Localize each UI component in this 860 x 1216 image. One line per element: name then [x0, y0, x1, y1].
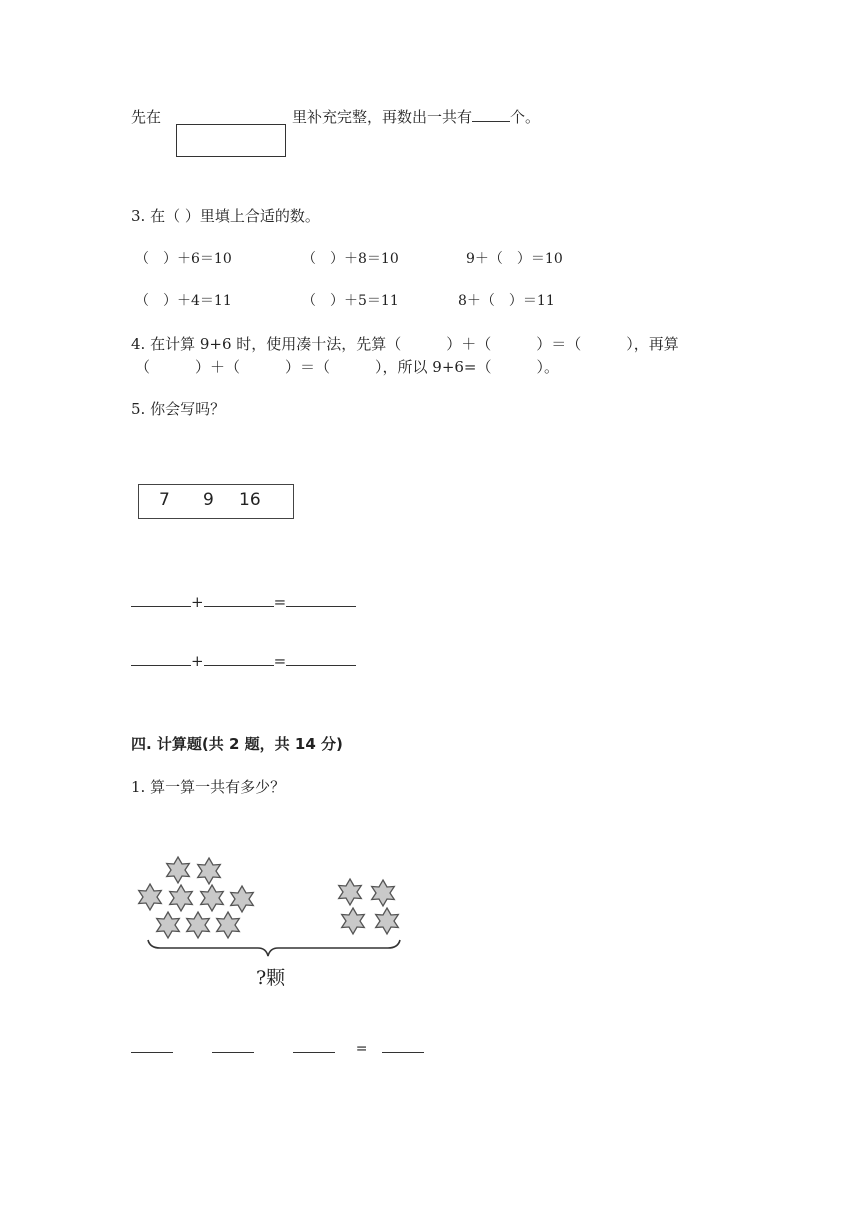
- blank-sum[interactable]: [286, 651, 356, 666]
- blank-count[interactable]: [472, 107, 510, 122]
- blank-addend-2[interactable]: [204, 592, 274, 607]
- blank-1[interactable]: [131, 1038, 173, 1053]
- blank-addend-2[interactable]: [204, 651, 274, 666]
- plus-sign: +: [191, 593, 204, 611]
- blank-2[interactable]: [212, 1038, 254, 1053]
- number-9: 9: [203, 490, 214, 510]
- intro-line: [131, 106, 161, 127]
- star-icon: [342, 908, 365, 934]
- star-icon: [170, 885, 193, 911]
- blank-addend-1[interactable]: [131, 592, 191, 607]
- equals-sign: =: [273, 652, 287, 670]
- q3-eq-6: 8＋（ ）＝11: [458, 293, 555, 309]
- star-icon: [201, 885, 224, 911]
- star-icon: [139, 884, 162, 910]
- star-icon: [167, 857, 190, 883]
- star-icon: [231, 886, 254, 912]
- blank-addend-1[interactable]: [131, 651, 191, 666]
- q5-fill-row-1: [131, 592, 356, 611]
- blank-3[interactable]: [293, 1038, 335, 1053]
- number-box: [138, 484, 294, 519]
- intro-suffix: 里补充完整，再数出一共有: [292, 108, 473, 126]
- q4-line-2: （ ）＋（ ）＝（ ），所以 9+6=（ ）。: [135, 358, 559, 376]
- blank-sum[interactable]: [286, 592, 356, 607]
- plus-sign: +: [191, 652, 204, 670]
- q3-eq-2: （ ）＋8＝10: [302, 251, 399, 267]
- section4-q1: 1. 算一算一共有多少？: [131, 778, 286, 796]
- brace-label: ?颗: [256, 967, 286, 989]
- q3-eq-5: （ ）＋5＝11: [302, 293, 399, 309]
- star-icon: [372, 880, 395, 906]
- q3-eq-1: （ ）＋6＝10: [135, 251, 232, 267]
- star-icon: [198, 858, 221, 884]
- number-16: 16: [239, 490, 261, 510]
- final-answer-row: [131, 1038, 424, 1057]
- q3-title: 3. 在（ ）里填上合适的数。: [131, 207, 320, 225]
- number-7: 7: [159, 490, 170, 510]
- q3-eq-3: 9＋（ ）＝10: [466, 251, 563, 267]
- q5-title: 5. 你会写吗？: [131, 400, 226, 418]
- star-icon: [157, 912, 180, 938]
- star-icon: [217, 912, 240, 938]
- section-4-title: 四. 计算题(共 2 题，共 14 分): [131, 735, 343, 753]
- star-icon: [339, 879, 362, 905]
- intro-tail: [292, 106, 540, 127]
- star-icon: [187, 912, 210, 938]
- intro-prefix: 先在: [131, 108, 162, 126]
- blank-result[interactable]: [382, 1038, 424, 1053]
- q3-eq-4: （ ）＋4＝11: [135, 293, 232, 309]
- star-icon: [376, 908, 399, 934]
- answer-box: [176, 124, 286, 157]
- q4-line-1: 4. 在计算 9+6 时，使用凑十法，先算（ ）＋（ ）＝（ ），再算: [131, 335, 679, 353]
- brace-icon: [148, 940, 400, 956]
- equals-sign: =: [273, 593, 287, 611]
- equals-sign: =: [355, 1041, 368, 1057]
- intro-end: 个。: [510, 108, 541, 126]
- q5-fill-row-2: [131, 651, 356, 670]
